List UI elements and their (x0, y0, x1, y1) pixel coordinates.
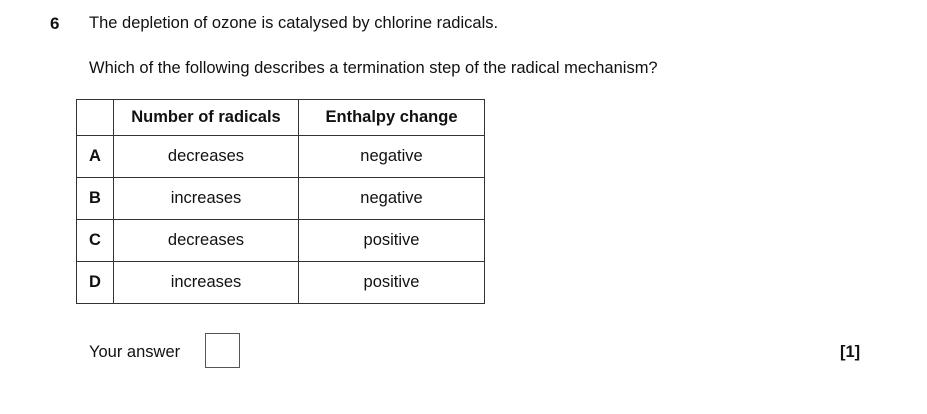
option-radicals: decreases (114, 136, 299, 178)
question-number: 6 (50, 14, 60, 33)
option-enthalpy: negative (299, 178, 485, 220)
option-radicals: increases (114, 262, 299, 304)
option-letter: D (77, 262, 114, 304)
options-table (76, 99, 485, 304)
option-enthalpy: positive (299, 220, 485, 262)
answer-box[interactable] (205, 333, 240, 368)
option-enthalpy: positive (299, 262, 485, 304)
table-row (77, 220, 485, 262)
question-prompt: Which of the following describes a termination step of the radical mechanism? (89, 59, 658, 77)
option-letter: B (77, 178, 114, 220)
question-stem: The depletion of ozone is catalysed by chlorine radicals. (89, 14, 499, 32)
header-number-of-radicals: Number of radicals (114, 100, 299, 136)
answer-label: Your answer (89, 343, 181, 361)
header-enthalpy-change: Enthalpy change (299, 100, 485, 136)
option-radicals: decreases (114, 220, 299, 262)
table-row (77, 178, 485, 220)
option-enthalpy: negative (299, 136, 485, 178)
option-radicals: increases (114, 178, 299, 220)
option-letter: A (77, 136, 114, 178)
option-letter: C (77, 220, 114, 262)
table-header-row (77, 100, 485, 136)
table-row (77, 262, 485, 304)
header-letter (77, 100, 114, 136)
marks-label: [1] (840, 343, 861, 361)
table-row (77, 136, 485, 178)
